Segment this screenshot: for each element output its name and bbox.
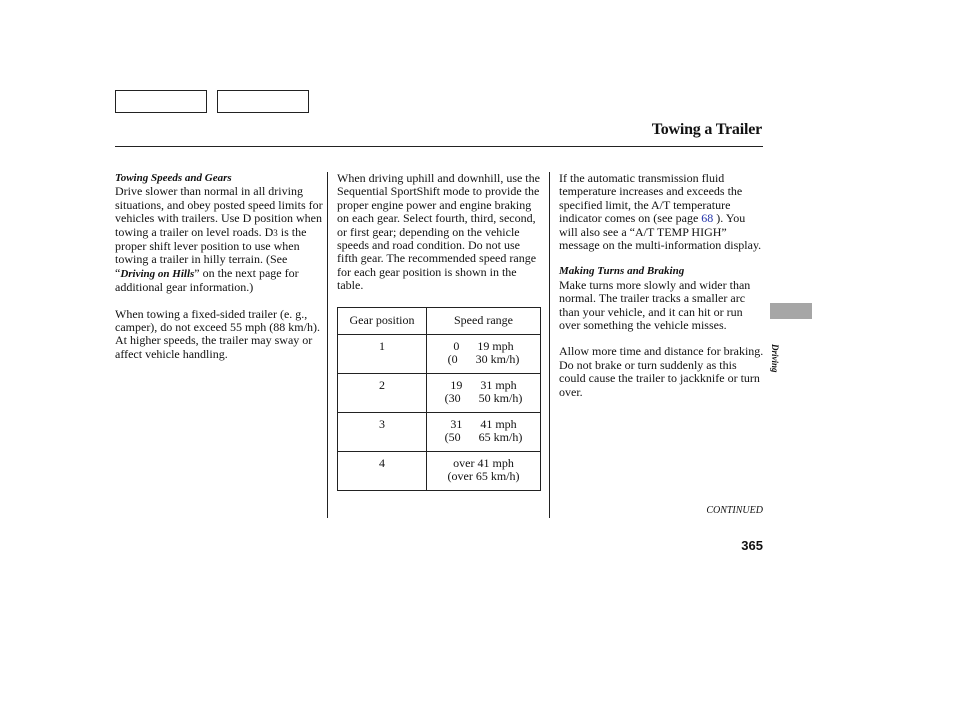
gear-subscript: 3 bbox=[273, 227, 278, 238]
paragraph-fixed-sided-trailer: When towing a fixed-sided trailer (e. g., camper), do not exceed 55 mph (88 km/h). At higher speeds, the trailer may sway or affect vehicle handling. bbox=[115, 306, 320, 361]
speed-range-table bbox=[337, 307, 541, 491]
paragraph-speeds bbox=[115, 185, 323, 294]
speed-mph: over 41 mph bbox=[453, 455, 514, 470]
column-2 bbox=[337, 172, 543, 491]
speed-mph: 0 19 mph bbox=[453, 338, 514, 353]
header-gear-position: Gear position bbox=[338, 307, 427, 334]
table-row bbox=[338, 373, 541, 412]
gear-cell: 1 bbox=[338, 334, 427, 373]
column-divider-1 bbox=[327, 172, 328, 518]
paragraph-transmission-temp bbox=[559, 172, 764, 252]
paragraph-speeds-part-b: is the proper shift lever position to use when towing a trailer in hilly terrain. (See “ bbox=[115, 224, 307, 280]
nav-box-previous[interactable] bbox=[115, 90, 207, 113]
paragraph-temp-part-a: If the automatic transmission fluid temperature increases and exceeds the specified limit, the A/T temperature indicator comes on (see page bbox=[559, 171, 743, 226]
column-1 bbox=[115, 172, 323, 361]
column-3 bbox=[559, 172, 764, 399]
gear-cell: 3 bbox=[338, 412, 427, 451]
header-speed-range: Speed range bbox=[427, 307, 541, 334]
speed-kmh: (over 65 km/h) bbox=[447, 469, 520, 484]
paragraph-uphill-downhill: When driving uphill and downhill, use the Sequential SportShift mode to provide the proper engine power and engine braking on each gear. Select fourth, third, second, or first gear; depending on the vehicle speeds and road condition. Do not use fifth gear. The recommended speed range for each gear position is shown in the table. bbox=[337, 171, 540, 293]
side-section-tab[interactable] bbox=[770, 303, 812, 319]
side-section-label: Driving bbox=[770, 344, 780, 373]
page-number: 365 bbox=[741, 538, 763, 553]
speed-mph: 31 41 mph bbox=[450, 416, 517, 431]
continued-label: CONTINUED bbox=[706, 505, 763, 516]
title-rule bbox=[115, 146, 763, 147]
table-header-row bbox=[338, 307, 541, 334]
nav-box-next[interactable] bbox=[217, 90, 309, 113]
paragraph-turns: Make turns more slowly and wider than normal. The trailer tracks a smaller arc than your vehicle, and it can hit or run over something the vehicle misses. bbox=[559, 277, 751, 333]
page-68-link[interactable]: 68 bbox=[701, 211, 714, 226]
column-divider-2 bbox=[549, 172, 550, 518]
table-row bbox=[338, 412, 541, 451]
paragraph-braking: Allow more time and distance for braking. Do not brake or turn suddenly as this could cause the trailer to jackknife or turn over. bbox=[559, 344, 764, 399]
paragraph-speeds-part-c: ” on the next page for additional gear information.) bbox=[115, 265, 299, 295]
speed-cell bbox=[427, 412, 541, 451]
speed-kmh: (50 65 km/h) bbox=[444, 430, 523, 445]
speed-cell bbox=[427, 334, 541, 373]
paragraph-speeds-part-a: Drive slower than normal in all driving situations, and obey posted speed limits for vehicles with trailers. Use D position when towing a trailer on level roads. D bbox=[115, 184, 323, 239]
paragraph-temp-part-b: ). You will also see a “A/T TEMP HIGH” message on the multi-information display. bbox=[559, 211, 762, 253]
table-row bbox=[338, 451, 541, 490]
table-row bbox=[338, 334, 541, 373]
speed-cell bbox=[427, 451, 541, 490]
section-heading-turns-braking: Making Turns and Braking bbox=[559, 265, 685, 278]
gear-cell: 2 bbox=[338, 373, 427, 412]
speed-cell bbox=[427, 373, 541, 412]
speed-kmh: (0 30 km/h) bbox=[447, 352, 520, 367]
gear-cell: 4 bbox=[338, 451, 427, 490]
page-title: Towing a Trailer bbox=[651, 121, 762, 138]
driving-on-hills-link[interactable]: Driving on Hills bbox=[120, 267, 195, 280]
speed-kmh: (30 50 km/h) bbox=[444, 391, 523, 406]
speed-mph: 19 31 mph bbox=[450, 377, 517, 392]
section-heading-towing-speeds: Towing Speeds and Gears bbox=[115, 172, 232, 184]
